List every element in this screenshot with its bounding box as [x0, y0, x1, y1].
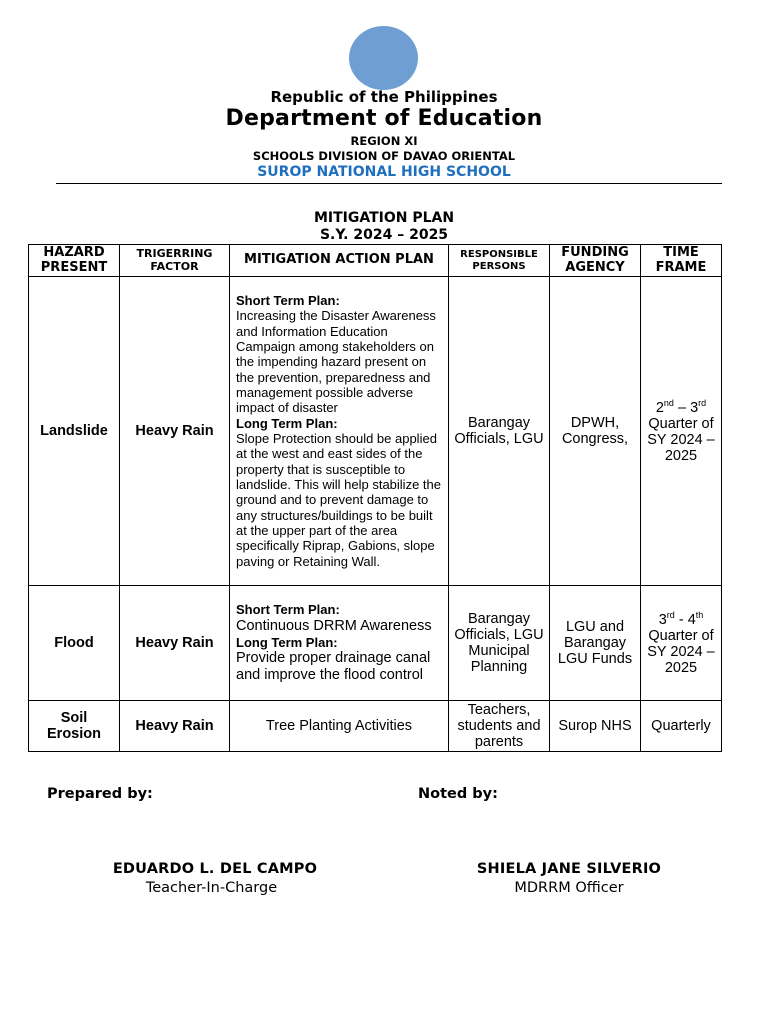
header-divider [56, 183, 722, 184]
timeframe-rest: Quarter of SY 2024 – 2025 [647, 627, 715, 677]
prepared-by-role: Teacher-In-Charge [145, 880, 278, 896]
division-heading: SCHOOLS DIVISION OF DAVAO ORIENTAL [252, 149, 516, 163]
trigger-cell: Heavy Rain [120, 586, 230, 701]
noted-by-name: SHIELA JANE SILVERIO [476, 861, 662, 877]
timeframe-end-suffix: th [695, 609, 704, 620]
short-term-label: Short Term Plan: [236, 602, 340, 618]
timeframe-start-suffix: rd [666, 609, 675, 620]
noted-by-label: Noted by: [418, 786, 498, 802]
table-row [29, 277, 722, 586]
header-plan: MITIGATION ACTION PLAN [230, 245, 449, 277]
table-header-row [29, 245, 722, 277]
timeframe-separator: - [674, 611, 688, 628]
timeframe-end: 4 [687, 611, 696, 628]
funding-cell: Surop NHS [550, 701, 641, 752]
timeframe-start-suffix: nd [663, 397, 674, 408]
timeframe-end: 3 [690, 399, 699, 416]
region-heading: REGION XI [350, 134, 418, 148]
long-term-text: Provide proper drainage canal and improve the flood control [236, 649, 431, 683]
table-row [29, 586, 722, 701]
plan-cell [230, 586, 449, 701]
hazard-cell: Soil Erosion [29, 701, 120, 752]
trigger-cell: Heavy Rain [120, 277, 230, 586]
hazard-cell: Landslide [29, 277, 120, 586]
long-term-label: Long Term Plan: [236, 634, 338, 650]
republic-heading: Republic of the Philippines [270, 88, 498, 106]
timeframe-separator: – [673, 399, 691, 416]
prepared-by-label: Prepared by: [47, 786, 153, 802]
short-term-text: Continuous DRRM Awareness [236, 617, 432, 634]
responsible-cell: Teachers, students and parents [449, 701, 550, 752]
timeframe-cell: Quarterly [641, 701, 722, 752]
mitigation-plan-table [28, 244, 722, 752]
long-term-text: Slope Protection should be applied at the west and east sides of the property that is susceptible to landslide. This will help stabilize the ground and to prevent damage to any structures/buildings to be built at the upper part of the area specifically Riprap, Gabions, slope paving or Retaining Wall. [236, 431, 441, 569]
plan-cell: Tree Planting Activities [230, 701, 449, 752]
header-responsible: RESPONSIBLE PERSONS [449, 245, 550, 277]
timeframe-cell [641, 277, 722, 586]
timeframe-rest: Quarter of SY 2024 – 2025 [647, 415, 715, 465]
trigger-cell: Heavy Rain [120, 701, 230, 752]
funding-cell: DPWH, Congress, [550, 277, 641, 586]
timeframe-end-suffix: rd [698, 397, 707, 408]
plan-cell [230, 277, 449, 586]
school-year: S.Y. 2024 – 2025 [319, 227, 449, 243]
prepared-by-name: EDUARDO L. DEL CAMPO [112, 861, 318, 877]
header-hazard: HAZARD PRESENT [29, 245, 120, 277]
department-heading: Department of Education [225, 106, 543, 131]
noted-by-role: MDRRM Officer [514, 880, 624, 896]
document-title: MITIGATION PLAN [313, 210, 455, 226]
short-term-label: Short Term Plan: [236, 293, 340, 309]
header-trigger: TRIGERRING FACTOR [120, 245, 230, 277]
short-term-text: Increasing the Disaster Awareness and Information Education Campaign among stakeholders on the impending hazard present on the prevention, preparedness and management possible adverse impact of disaster [236, 308, 436, 416]
timeframe-cell [641, 586, 722, 701]
header-timeframe: TIME FRAME [641, 245, 722, 277]
responsible-cell: Barangay Officials, LGU Municipal Planning [449, 586, 550, 701]
funding-cell: LGU and Barangay LGU Funds [550, 586, 641, 701]
timeframe-start: 3 [658, 611, 667, 628]
hazard-cell: Flood [29, 586, 120, 701]
long-term-label: Long Term Plan: [236, 415, 338, 431]
timeframe-start: 2 [655, 399, 664, 416]
deped-seal [349, 26, 418, 90]
table-row [29, 701, 722, 752]
school-name: SUROP NATIONAL HIGH SCHOOL [257, 164, 511, 180]
header-funding: FUNDING AGENCY [550, 245, 641, 277]
responsible-cell: Barangay Officials, LGU [449, 277, 550, 586]
